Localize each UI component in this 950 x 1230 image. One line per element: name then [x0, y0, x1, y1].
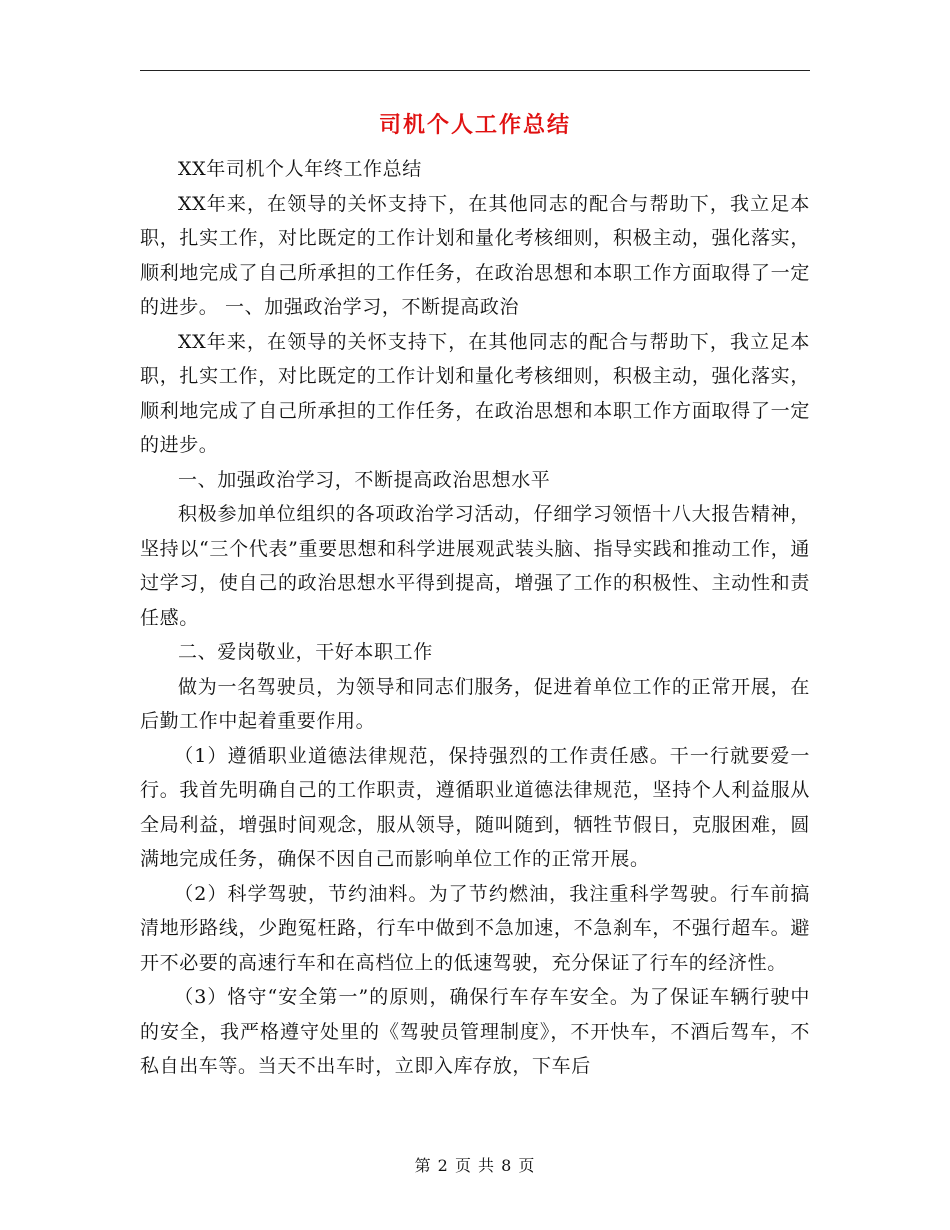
document-title: 司机个人工作总结 — [378, 113, 571, 138]
page-label-prefix: 第 — [414, 1156, 432, 1175]
paragraph-item-2: （2）科学驾驶，节约油料。为了节约燃油，我注重科学驾驶。行车前搞清地形路线，少跑冤枉路，行车中做到不急加速，不急刹车，不强行超车。避开不必要的高速行车和在高档位上的低速驾驶，充分保证了行车的经济性。 — [140, 882, 810, 974]
paragraph-political-study: 积极参加单位组织的各项政治学习活动，仔细学习领悟十八大报告精神，坚持以“三个代表”重要思想和科学进展观武装头脑、指导实践和推动工作，通过学习，使自己的政治思想水平得到提高，增强了工作的积极性、主动性和责任感。 — [140, 503, 810, 629]
section-heading-1: 一、加强政治学习，不断提高政治思想水平 — [178, 468, 551, 491]
paragraph-item-3: （3）恪守“安全第一”的原则，确保行车存车安全。为了保证车辆行驶中的安全，我严格遵守处里的《驾驶员管理制度》，不开快车，不酒后驾车，不私自出车等。当天不出车时，立即入库存放，下车后 — [140, 986, 810, 1077]
current-page-number: 2 — [437, 1156, 449, 1175]
paragraph-item-1: （1）遵循职业道德法律规范，保持强烈的工作责任感。干一行就要爱一行。我首先明确自己的工作职责，遵循职业道德法律规范，坚持个人利益服从全局利益，增强时间观念，服从领导，随叫随到，牺牲节假日，克服困难，圆满地完成任务，确保不因自己而影响单位工作的正常开展。 — [140, 744, 810, 870]
header-rule — [140, 70, 810, 71]
page-footer — [140, 1153, 810, 1176]
section-heading-2: 二、爱岗敬业，干好本职工作 — [178, 641, 433, 663]
document-body — [140, 152, 810, 1084]
paragraph-driver-role: 做为一名驾驶员，为领导和同志们服务，促进着单位工作的正常开展，在后勤工作中起着重要作用。 — [140, 675, 810, 732]
page-label-middle: 页 共 — [454, 1156, 496, 1175]
paragraph-subtitle: XX年司机个人年终工作总结 — [178, 158, 422, 180]
paragraph-intro-repeat: XX年来，在领导的关怀支持下，在其他同志的配合与帮助下，我立足本职，扎实工作，对比既定的工作计划和量化考核细则，积极主动，强化落实，顺利地完成了自己所承担的工作任务，在政治思想和本职工作方面取得了一定的进步。 — [140, 330, 810, 456]
total-pages-number: 8 — [501, 1156, 513, 1175]
paragraph-intro: XX年来，在领导的关怀支持下，在其他同志的配合与帮助下，我立足本职，扎实工作，对比既定的工作计划和量化考核细则，积极主动，强化落实，顺利地完成了自己所承担的工作任务，在政治思想和本职工作方面取得了一定的进步。 一、加强政治学习，不断提高政治 — [140, 192, 810, 318]
page-label-suffix: 页 — [518, 1156, 536, 1175]
